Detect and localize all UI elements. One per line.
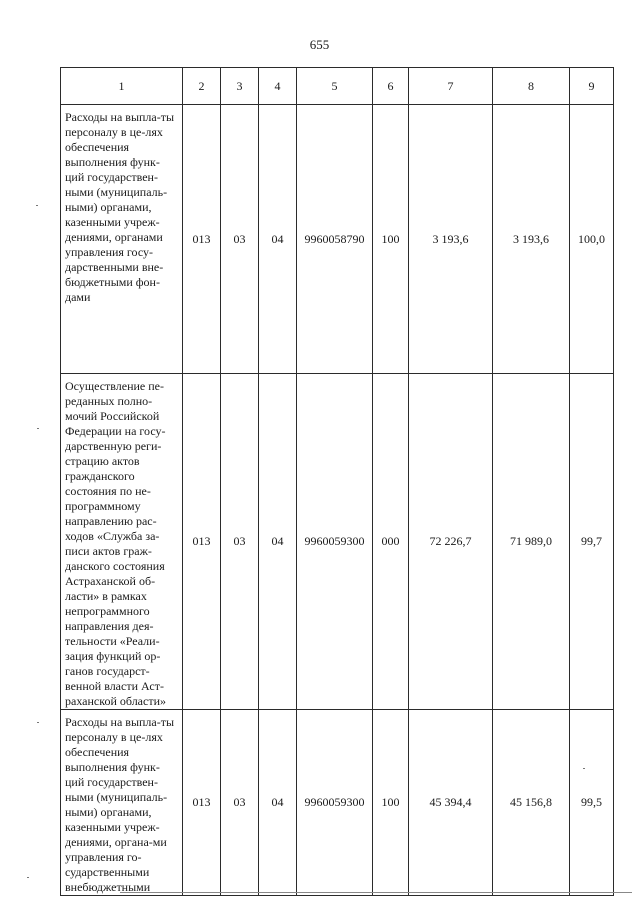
header-cell-9: 9 <box>570 68 614 105</box>
page-number: 655 <box>309 37 330 52</box>
row-description-text: Расходы на выпла-ты персоналу в це-лях обеспечения выполнения функ-ций государствен-ными (муниципаль-ными) органами, казенными учреж-дениями, органа-ми управления го-сударственными внебюджетными <box>65 715 175 894</box>
row-cell-percent: 99,5 <box>570 710 614 896</box>
bottom-rule <box>120 892 632 893</box>
table-row <box>61 710 614 896</box>
scan-speck <box>37 722 39 723</box>
row-description <box>61 710 183 896</box>
row-cell-admin-code: 013 <box>183 710 221 896</box>
row-cell-expense-type: 000 <box>373 374 409 710</box>
row-cell-planned: 3 193,6 <box>409 105 493 374</box>
header-cell-3: 3 <box>221 68 259 105</box>
header-cell-5: 5 <box>297 68 373 105</box>
row-description <box>61 105 183 374</box>
row-cell-admin-code: 013 <box>183 105 221 374</box>
scan-speck <box>36 205 38 206</box>
scan-speck <box>37 428 39 429</box>
row-cell-admin-code: 013 <box>183 374 221 710</box>
row-cell-expense-type: 100 <box>373 710 409 896</box>
row-cell-subsection: 04 <box>259 374 297 710</box>
header-cell-4: 4 <box>259 68 297 105</box>
budget-table <box>60 67 614 896</box>
row-cell-executed: 71 989,0 <box>493 374 570 710</box>
header-cell-8: 8 <box>493 68 570 105</box>
row-description-text: Осуществление пе-реданных полно-мочий Российской Федерации на госу-дарственную реги-страцию актов гражданского состояния по не-программному направлению рас-ходов «Служба за-писи актов граж-данского состояния Астраханской об-ласти» в рамках непрограммного направления дея-тельности «Реали-зация функций ор-ганов государст-венной власти Аст-раханской области» <box>65 379 166 708</box>
row-cell-subsection: 04 <box>259 105 297 374</box>
table-row <box>61 374 614 710</box>
row-cell-target-article: 9960059300 <box>297 374 373 710</box>
row-cell-executed: 3 193,6 <box>493 105 570 374</box>
header-cell-2: 2 <box>183 68 221 105</box>
row-cell-executed: 45 156,8 <box>493 710 570 896</box>
row-cell-planned: 45 394,4 <box>409 710 493 896</box>
row-cell-target-article: 9960059300 <box>297 710 373 896</box>
table-row <box>61 105 614 374</box>
table-header-row <box>61 68 614 105</box>
row-cell-target-article: 9960058790 <box>297 105 373 374</box>
row-description-text: Расходы на выпла-ты персоналу в це-лях обеспечения выполнения функ-ций государствен-ными (муниципаль-ными) органами, казенными учреж-дениями, органами управления госу-дарственными вне-бюджетными фон-дами <box>65 110 175 304</box>
row-cell-planned: 72 226,7 <box>409 374 493 710</box>
row-cell-section: 03 <box>221 374 259 710</box>
row-cell-expense-type: 100 <box>373 105 409 374</box>
header-cell-7: 7 <box>409 68 493 105</box>
header-cell-6: 6 <box>373 68 409 105</box>
scan-speck <box>583 768 585 769</box>
row-description <box>61 374 183 710</box>
row-cell-subsection: 04 <box>259 710 297 896</box>
row-cell-percent: 100,0 <box>570 105 614 374</box>
row-cell-section: 03 <box>221 710 259 896</box>
scan-speck <box>27 877 29 878</box>
row-cell-section: 03 <box>221 105 259 374</box>
header-cell-1: 1 <box>61 68 183 105</box>
row-cell-percent: 99,7 <box>570 374 614 710</box>
